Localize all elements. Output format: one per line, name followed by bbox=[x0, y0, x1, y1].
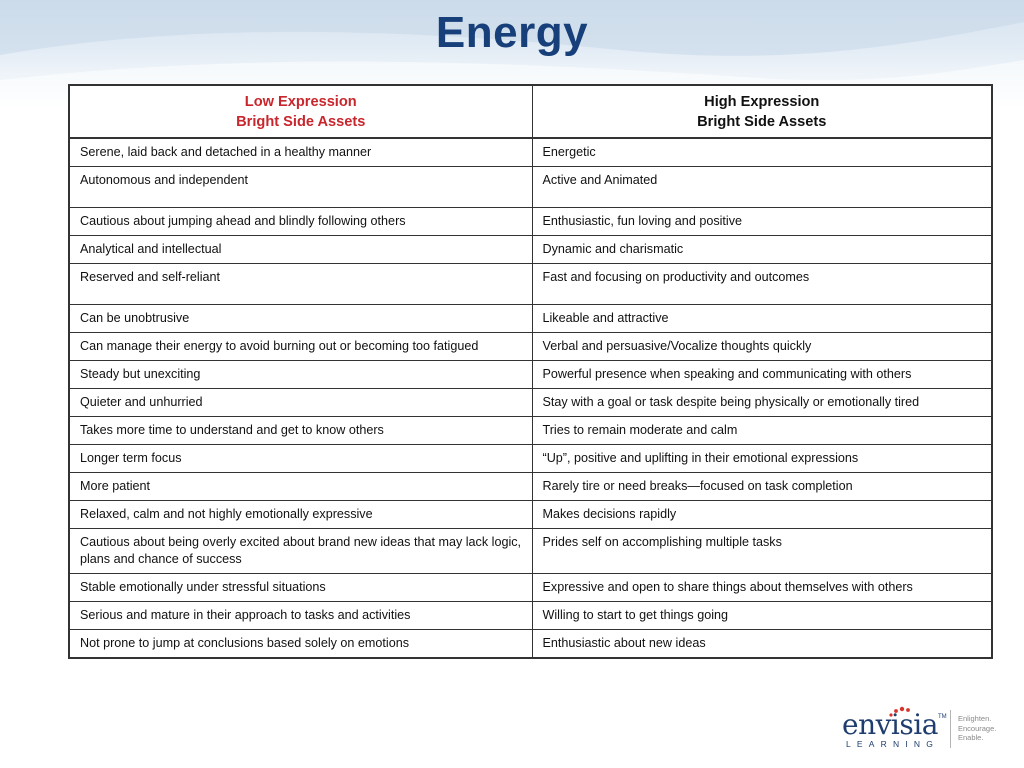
low-cell: Takes more time to understand and get to know others bbox=[69, 417, 532, 445]
table-row bbox=[69, 445, 992, 473]
table-row bbox=[69, 305, 992, 333]
table-row bbox=[69, 630, 992, 659]
low-cell: Autonomous and independent bbox=[69, 167, 532, 208]
high-cell: “Up”, positive and uplifting in their emotional expressions bbox=[532, 445, 992, 473]
table-row bbox=[69, 264, 992, 305]
envisia-logo bbox=[842, 706, 1002, 752]
logo-trademark: TM bbox=[938, 714, 947, 720]
high-header-line2: Bright Side Assets bbox=[697, 114, 827, 130]
high-cell: Dynamic and charismatic bbox=[532, 236, 992, 264]
low-cell: Analytical and intellectual bbox=[69, 236, 532, 264]
table-row bbox=[69, 333, 992, 361]
table-row bbox=[69, 236, 992, 264]
low-cell: Not prone to jump at conclusions based solely on emotions bbox=[69, 630, 532, 659]
tagline-line: Encourage. bbox=[958, 723, 997, 733]
low-cell: Can be unobtrusive bbox=[69, 305, 532, 333]
low-cell: Relaxed, calm and not highly emotionally expressive bbox=[69, 501, 532, 529]
table-row bbox=[69, 361, 992, 389]
high-cell: Enthusiastic, fun loving and positive bbox=[532, 208, 992, 236]
comparison-table bbox=[68, 84, 993, 659]
high-header-line1: High Expression bbox=[704, 94, 820, 110]
high-cell: Prides self on accomplishing multiple tasks bbox=[532, 529, 992, 574]
low-cell: More patient bbox=[69, 473, 532, 501]
high-expression-header bbox=[532, 85, 992, 138]
table-row bbox=[69, 389, 992, 417]
high-cell: Active and Animated bbox=[532, 167, 992, 208]
high-cell: Verbal and persuasive/Vocalize thoughts quickly bbox=[532, 333, 992, 361]
table-row bbox=[69, 208, 992, 236]
high-cell: Enthusiastic about new ideas bbox=[532, 630, 992, 659]
low-cell: Can manage their energy to avoid burning out or becoming too fatigued bbox=[69, 333, 532, 361]
low-cell: Serene, laid back and detached in a healthy manner bbox=[69, 138, 532, 167]
high-cell: Likeable and attractive bbox=[532, 305, 992, 333]
logo-wordmark: envisia bbox=[842, 708, 938, 741]
high-cell: Powerful presence when speaking and communicating with others bbox=[532, 361, 992, 389]
low-cell: Quieter and unhurried bbox=[69, 389, 532, 417]
table-row bbox=[69, 473, 992, 501]
table-row bbox=[69, 501, 992, 529]
low-cell: Cautious about jumping ahead and blindly following others bbox=[69, 208, 532, 236]
low-cell: Cautious about being overly excited about brand new ideas that may lack logic, plans and chance of success bbox=[69, 529, 532, 574]
low-cell: Steady but unexciting bbox=[69, 361, 532, 389]
low-header-line2: Bright Side Assets bbox=[236, 114, 366, 130]
page-title: Energy bbox=[435, 8, 589, 57]
table-row bbox=[69, 574, 992, 602]
tagline-line: Enlighten. bbox=[958, 714, 992, 723]
low-cell: Reserved and self-reliant bbox=[69, 264, 532, 305]
high-cell: Expressive and open to share things about themselves with others bbox=[532, 574, 992, 602]
high-cell: Willing to start to get things going bbox=[532, 602, 992, 630]
low-cell: Serious and mature in their approach to tasks and activities bbox=[69, 602, 532, 630]
table-row bbox=[69, 602, 992, 630]
table-row bbox=[69, 529, 992, 574]
high-cell: Makes decisions rapidly bbox=[532, 501, 992, 529]
logo-subtext: LEARNING bbox=[846, 739, 940, 749]
logo-divider bbox=[950, 710, 951, 748]
table-row bbox=[69, 417, 992, 445]
high-cell: Energetic bbox=[532, 138, 992, 167]
high-cell: Tries to remain moderate and calm bbox=[532, 417, 992, 445]
high-cell: Fast and focusing on productivity and outcomes bbox=[532, 264, 992, 305]
table-row bbox=[69, 167, 992, 208]
logo-tagline bbox=[958, 714, 996, 743]
low-cell: Stable emotionally under stressful situations bbox=[69, 574, 532, 602]
table-header-row bbox=[69, 85, 992, 138]
high-cell: Rarely tire or need breaks—focused on task completion bbox=[532, 473, 992, 501]
high-cell: Stay with a goal or task despite being physically or emotionally tired bbox=[532, 389, 992, 417]
low-expression-header bbox=[69, 85, 532, 138]
table-row bbox=[69, 138, 992, 167]
tagline-line: Enable. bbox=[958, 733, 984, 742]
low-cell: Longer term focus bbox=[69, 445, 532, 473]
low-header-line1: Low Expression bbox=[244, 94, 357, 110]
